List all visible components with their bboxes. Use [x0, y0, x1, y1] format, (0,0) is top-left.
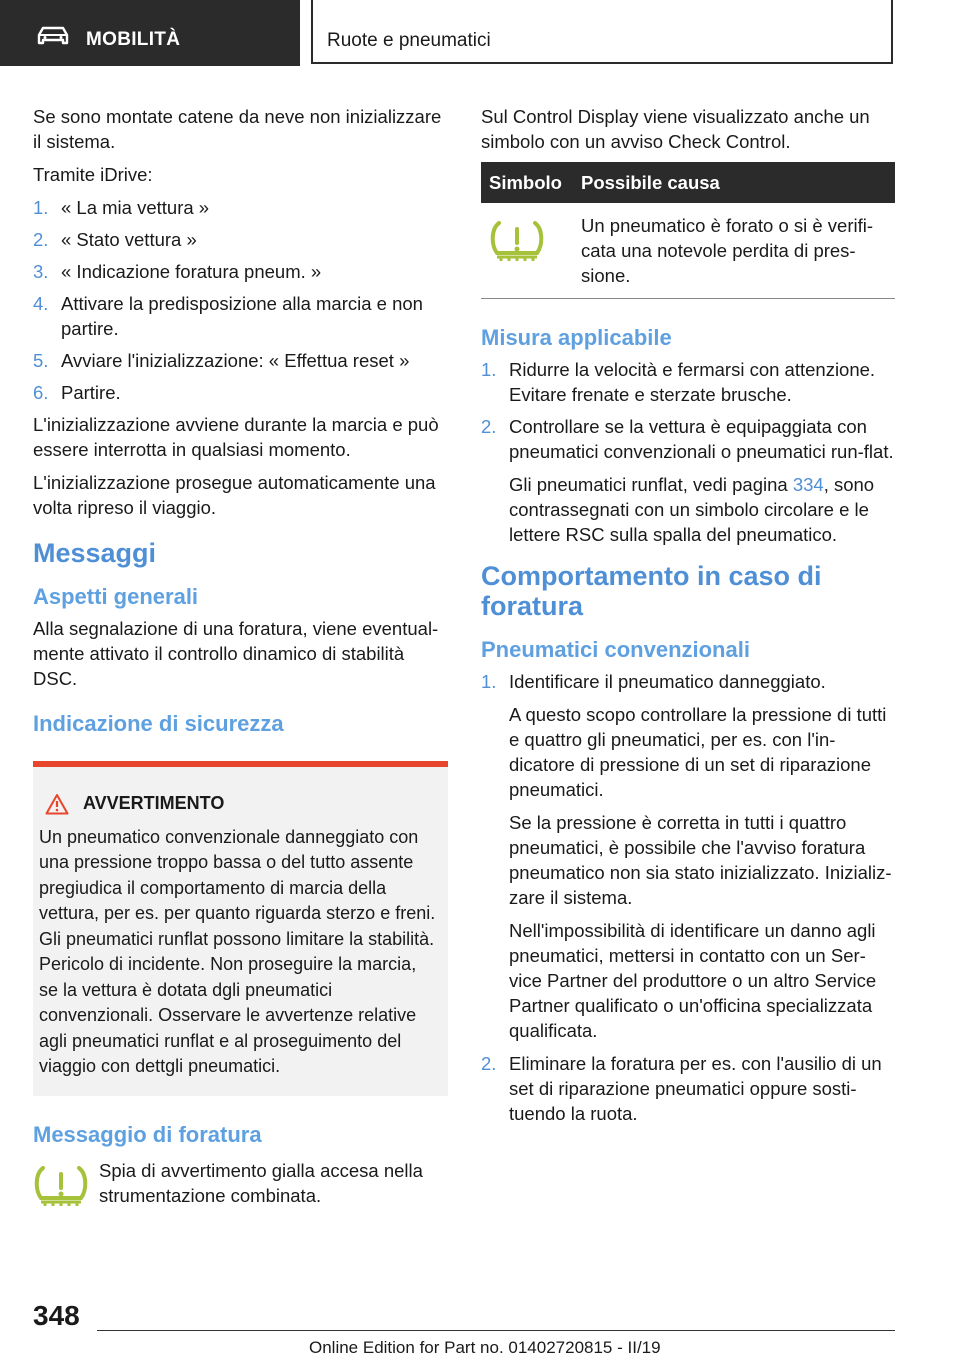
page-link[interactable]: 334	[792, 474, 824, 495]
left-column	[33, 104, 448, 1214]
warning-text: Un pneumatico convenzionale danneggiato con una pressione troppo bassa o del tutto assente pregiudica il comportamento di marcia della vettura, per es. per quanto riguarda sterzo e freni. Gli pneumatici runflat possono limitare la stabilità. Pericolo di incidente. Non proseguire la marcia, se la vettura è dotata dgli pneumatici convenzionali. Osservare le avvertenze relative agli pneumatici runflat e al proseguimento del viaggio con dettgli pneumatici.	[39, 826, 436, 1076]
step-text: Avviare l'inizializzazione: « Effettua reset »	[61, 350, 410, 371]
misura-steps	[481, 357, 895, 547]
list-item	[33, 348, 448, 373]
footer-divider	[97, 1330, 895, 1331]
step-number: 2.	[33, 229, 49, 250]
step-number: 1.	[481, 671, 497, 692]
foratura-steps	[481, 669, 895, 1126]
edition-note: Online Edition for Part no. 01402720815 - II/19	[309, 1338, 661, 1357]
step-text: « La mia vettura »	[61, 197, 210, 218]
step-number: 5.	[33, 350, 49, 371]
list-item	[33, 380, 448, 405]
warning-title	[45, 791, 440, 817]
paragraph: Se sono montate catene da neve non inizializzare il sistema.	[33, 106, 442, 152]
heading-messaggio-foratura: Messaggio di foratura	[33, 1121, 262, 1147]
car-icon	[36, 26, 70, 46]
chapter-title: Ruote e pneumatici	[327, 30, 491, 51]
tpms-icon-wrap	[33, 1158, 91, 1214]
step-number: 6.	[33, 382, 49, 403]
heading-indicazione-sicurezza: Indicazione di sicurezza	[33, 711, 284, 736]
warning-triangle-icon	[45, 793, 69, 815]
heading-comportamento: Comportamento in caso di foratura	[481, 561, 822, 621]
paragraph: Alla segnalazione di una foratura, viene eventual-mente attivato il controllo dinamico di stabilità DSC.	[33, 618, 439, 689]
heading-pneumatici-convenzionali: Pneumatici convenzionali	[481, 637, 750, 662]
step-note: A questo scopo controllare la pressione di tutti e quattro gli pneumatici, per es. con l'in-dicatore di pressione di un set di riparazione pneumatici.	[509, 704, 887, 800]
heading-aspetti-generali: Aspetti generali	[33, 584, 199, 609]
step-text: Partire.	[61, 382, 121, 403]
list-item	[33, 195, 448, 220]
table-header-row	[481, 162, 895, 203]
heading-messaggi: Messaggi	[33, 538, 157, 568]
paragraph: Sul Control Display viene visualizzato anche un simbolo con un avviso Check Control.	[481, 106, 870, 152]
step-number: 2.	[481, 416, 497, 437]
step-text: Eliminare la foratura per es. con l'ausilio di un set di riparazione pneumatici oppure sosti-tuendo la ruota.	[509, 1053, 882, 1124]
tpms-description: Spia di avvertimento gialla accesa nella strumentazione combinata.	[99, 1159, 423, 1206]
step-note: Nell'impossibilità di identificare un danno agli pneumatici, mettersi in contatto con un Ser-vice Partner del produttore o un altro Service Partner qualificato o un'officina specializzata qualificata.	[509, 920, 877, 1041]
paragraph: L'inizializzazione avviene durante la marcia e può essere interrotta in qualsiasi momento.	[33, 414, 439, 460]
list-item	[481, 1051, 895, 1126]
heading-misura-applicabile: Misura applicabile	[481, 325, 672, 350]
warning-title-text: AVVERTIMENTO	[83, 793, 225, 813]
note-text: , sono contrassegnati con un simbolo circolare e le lettere RSC sulla spalla del pneumatico.	[509, 474, 875, 545]
section-title: MOBILITÀ	[86, 29, 181, 50]
step-number: 4.	[33, 293, 49, 314]
note-text: Gli pneumatici runflat, vedi pagina	[509, 474, 793, 495]
step-text: Controllare se la vettura è equipaggiata con pneumatici convenzionali o pneumatici run-flat.	[509, 416, 894, 462]
list-item	[481, 357, 895, 407]
step-number: 3.	[33, 261, 49, 282]
paragraph: L'inizializzazione prosegue automaticamente una volta ripreso il viaggio.	[33, 472, 436, 518]
step-note: Se la pressione è corretta in tutti i quattro pneumatici, è possibile che l'avviso foratura pneumatico non sia stato inizializzato. Inizializ-zare il sistema.	[509, 812, 892, 908]
tpms-indicator-row	[33, 1158, 448, 1214]
idrive-steps	[33, 195, 448, 405]
table-cell-cause: Un pneumatico è forato o si è verifi-cata una notevole perdita di pres-sione.	[573, 203, 895, 299]
list-item	[481, 414, 895, 547]
paragraph: Tramite iDrive:	[33, 164, 153, 185]
table-header: Possibile causa	[573, 162, 895, 203]
step-text: « Indicazione foratura pneum. »	[61, 261, 322, 282]
step-text: Ridurre la velocità e fermarsi con attenzione. Evitare frenate e sterzate brusche.	[509, 359, 876, 405]
symbol-table	[481, 162, 895, 299]
chapter-header	[311, 0, 893, 64]
step-text: Identificare il pneumatico danneggiato.	[509, 671, 826, 692]
tpms-warning-icon	[489, 219, 545, 263]
right-column	[481, 104, 895, 1134]
step-number: 1.	[481, 359, 497, 380]
list-item	[33, 227, 448, 252]
section-header	[0, 0, 300, 66]
list-item	[33, 291, 448, 341]
step-note	[509, 472, 895, 547]
step-number: 2.	[481, 1053, 497, 1074]
list-item	[33, 259, 448, 284]
list-item	[481, 669, 895, 1043]
table-row	[481, 203, 895, 299]
tpms-warning-icon	[33, 1164, 89, 1208]
table-header: Simbolo	[481, 162, 573, 203]
table-cell-symbol	[481, 203, 573, 299]
page-number: 348	[33, 1300, 80, 1331]
step-number: 1.	[33, 197, 49, 218]
step-text: « Stato vettura »	[61, 229, 197, 250]
step-text: Attivare la predisposizione alla marcia e non partire.	[61, 293, 423, 339]
warning-box	[33, 761, 448, 1096]
